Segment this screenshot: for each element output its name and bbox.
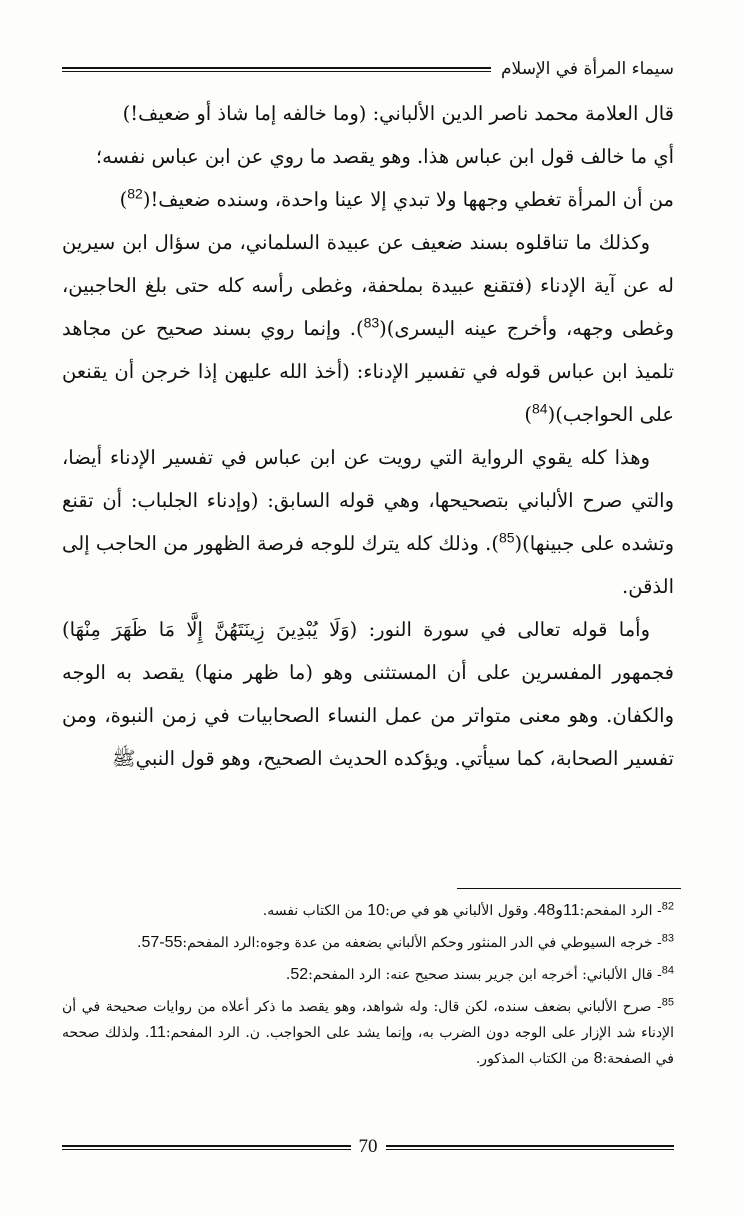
- main-text: [62, 92, 674, 780]
- footer-rule-left: [62, 1145, 351, 1150]
- footnote-ref-82[interactable]: 82: [127, 185, 143, 202]
- footnote-text: - خرجه السيوطي في الدر المنثور وحكم الألباني بضعفه من عدة وجوه:الرد المفحم:: [182, 935, 662, 951]
- footnote-page-ref: 10: [367, 902, 386, 919]
- page-footer: [62, 1132, 674, 1162]
- footnote-text: - صرح الألباني بضعف سنده، لكن قال: وله شواهد، وهو يقصد ما ذكر أعلاه من روايات صحيحة في أن الإدناء شد الإزار على الوجه دون الضرب به، وإنما يشد على الحواجب. ن. الرد المفحم:: [62, 999, 674, 1041]
- paragraph-2: [62, 221, 674, 436]
- paragraph-3-text-b: ). وذلك كله يترك للوجه فرصة الظهور من الحاجب إلى الذقن.: [62, 532, 674, 598]
- footnote-82: [62, 898, 674, 924]
- paragraph-1-line-2: أي ما خالف قول ابن عباس هذا. وهو يقصد ما روي عن ابن عباس نفسه؛: [95, 145, 674, 168]
- footnote-page-ref: 55-57.: [137, 934, 183, 951]
- footnote-text: من الكتاب المذكور.: [475, 1051, 594, 1067]
- footnote-83: [62, 930, 674, 956]
- paragraph-4: [62, 608, 674, 780]
- footnote-ref-84[interactable]: 84: [532, 400, 548, 417]
- paragraph-1-line-3: [62, 178, 674, 221]
- footnote-number: 85: [661, 996, 674, 1009]
- footnote-text: - قال الألباني: أخرجه ابن جرير بسند صحيح عنه: الرد المفحم:: [308, 967, 662, 983]
- footnote-number: 83: [661, 932, 674, 945]
- running-header: [62, 52, 674, 86]
- paragraph-2-text-a: وكذلك ما تناقلوه بسند ضعيف عن عبيدة السلماني، من سؤال ابن سيرين له عن آية الإدناء (فتقنع عبيدة بملحفة، وغطى رأسه كله حتى بلغ الحاجبين، وغطى وجهه، وأخرج عينه اليسرى)(: [62, 231, 674, 340]
- paragraph-1: [62, 92, 674, 221]
- footnote-page-ref: 11: [149, 1024, 166, 1041]
- paragraph-2-text-c: ): [524, 403, 533, 426]
- footnote-text: . وقول الألباني هو في ص:: [385, 903, 538, 919]
- footnote-text: . ولذلك صححه في الصفحة:: [62, 1025, 674, 1067]
- paragraph-3-text-a: وهذا كله يقوي الرواية التي رويت عن ابن عباس في تفسير الإدناء أيضا، والتي صرح الألباني بتصحيحها، وهي قوله السابق: (وإدناء الجلباب: أن تقنع وتشده على جبينها)(: [62, 446, 674, 555]
- paragraph-2-text-b: ). وإنما روي بسند صحيح عن مجاهد تلميذ ابن عباس قوله في تفسير الإدناء: (أخذ الله عليهن إذا خرجن أن يقنعن على الحواجب)(: [62, 317, 674, 426]
- footnote-page-ref: 52.: [285, 966, 309, 983]
- paragraph-1-close: ): [119, 188, 128, 211]
- footnote-number: 82: [661, 900, 674, 913]
- running-header-title: سيماء المرأة في الإسلام: [501, 59, 674, 79]
- page-number: 70: [358, 1136, 378, 1157]
- footnote-85: [62, 994, 674, 1072]
- footnote-page-ref: 11و48: [537, 902, 580, 919]
- paragraph-4-text-a: وأما قوله تعالى في سورة النور: (: [349, 618, 650, 641]
- quran-verse: وَلَا يُبْدِينَ زِينَتَهُنَّ إِلَّا مَا ظَهَرَ مِنْهَا: [69, 618, 350, 641]
- footer-rule-right: [386, 1145, 675, 1150]
- paragraph-3: [62, 436, 674, 608]
- footnote-ref-85[interactable]: 85: [498, 529, 515, 546]
- footnote-text: من الكتاب نفسه.: [262, 903, 368, 919]
- paragraph-4-text-b: ) فجمهور المفسرين على أن المستثنى وهو (ما ظهر منها) يقصد به الوجه والكفان. وهو معنى متواتر من عمل النساء الصحابيات في زمن النبوة، ومن تفسير الصحابة، كما سيأتي. ويؤكده الحديث الصحيح، وهو قول النبيﷺ: [62, 618, 674, 770]
- footnote-84: [62, 962, 674, 988]
- footnote-ref-83[interactable]: 83: [363, 314, 380, 331]
- footnotes: [62, 898, 674, 1078]
- paragraph-1-text: من أن المرأة تغطي وجهها ولا تبدي إلا عينا واحدة، وسنده ضعيف!(: [142, 188, 674, 211]
- footnote-text: - الرد المفحم:: [579, 903, 662, 919]
- header-double-rule: [62, 67, 491, 72]
- paragraph-1-line-1: قال العلامة محمد ناصر الدين الألباني: (وما خالفه إما شاذ أو ضعيف!): [122, 102, 674, 125]
- footnote-separator: [457, 888, 681, 889]
- footnote-number: 84: [661, 964, 674, 977]
- footnote-page-ref: 8: [593, 1050, 603, 1067]
